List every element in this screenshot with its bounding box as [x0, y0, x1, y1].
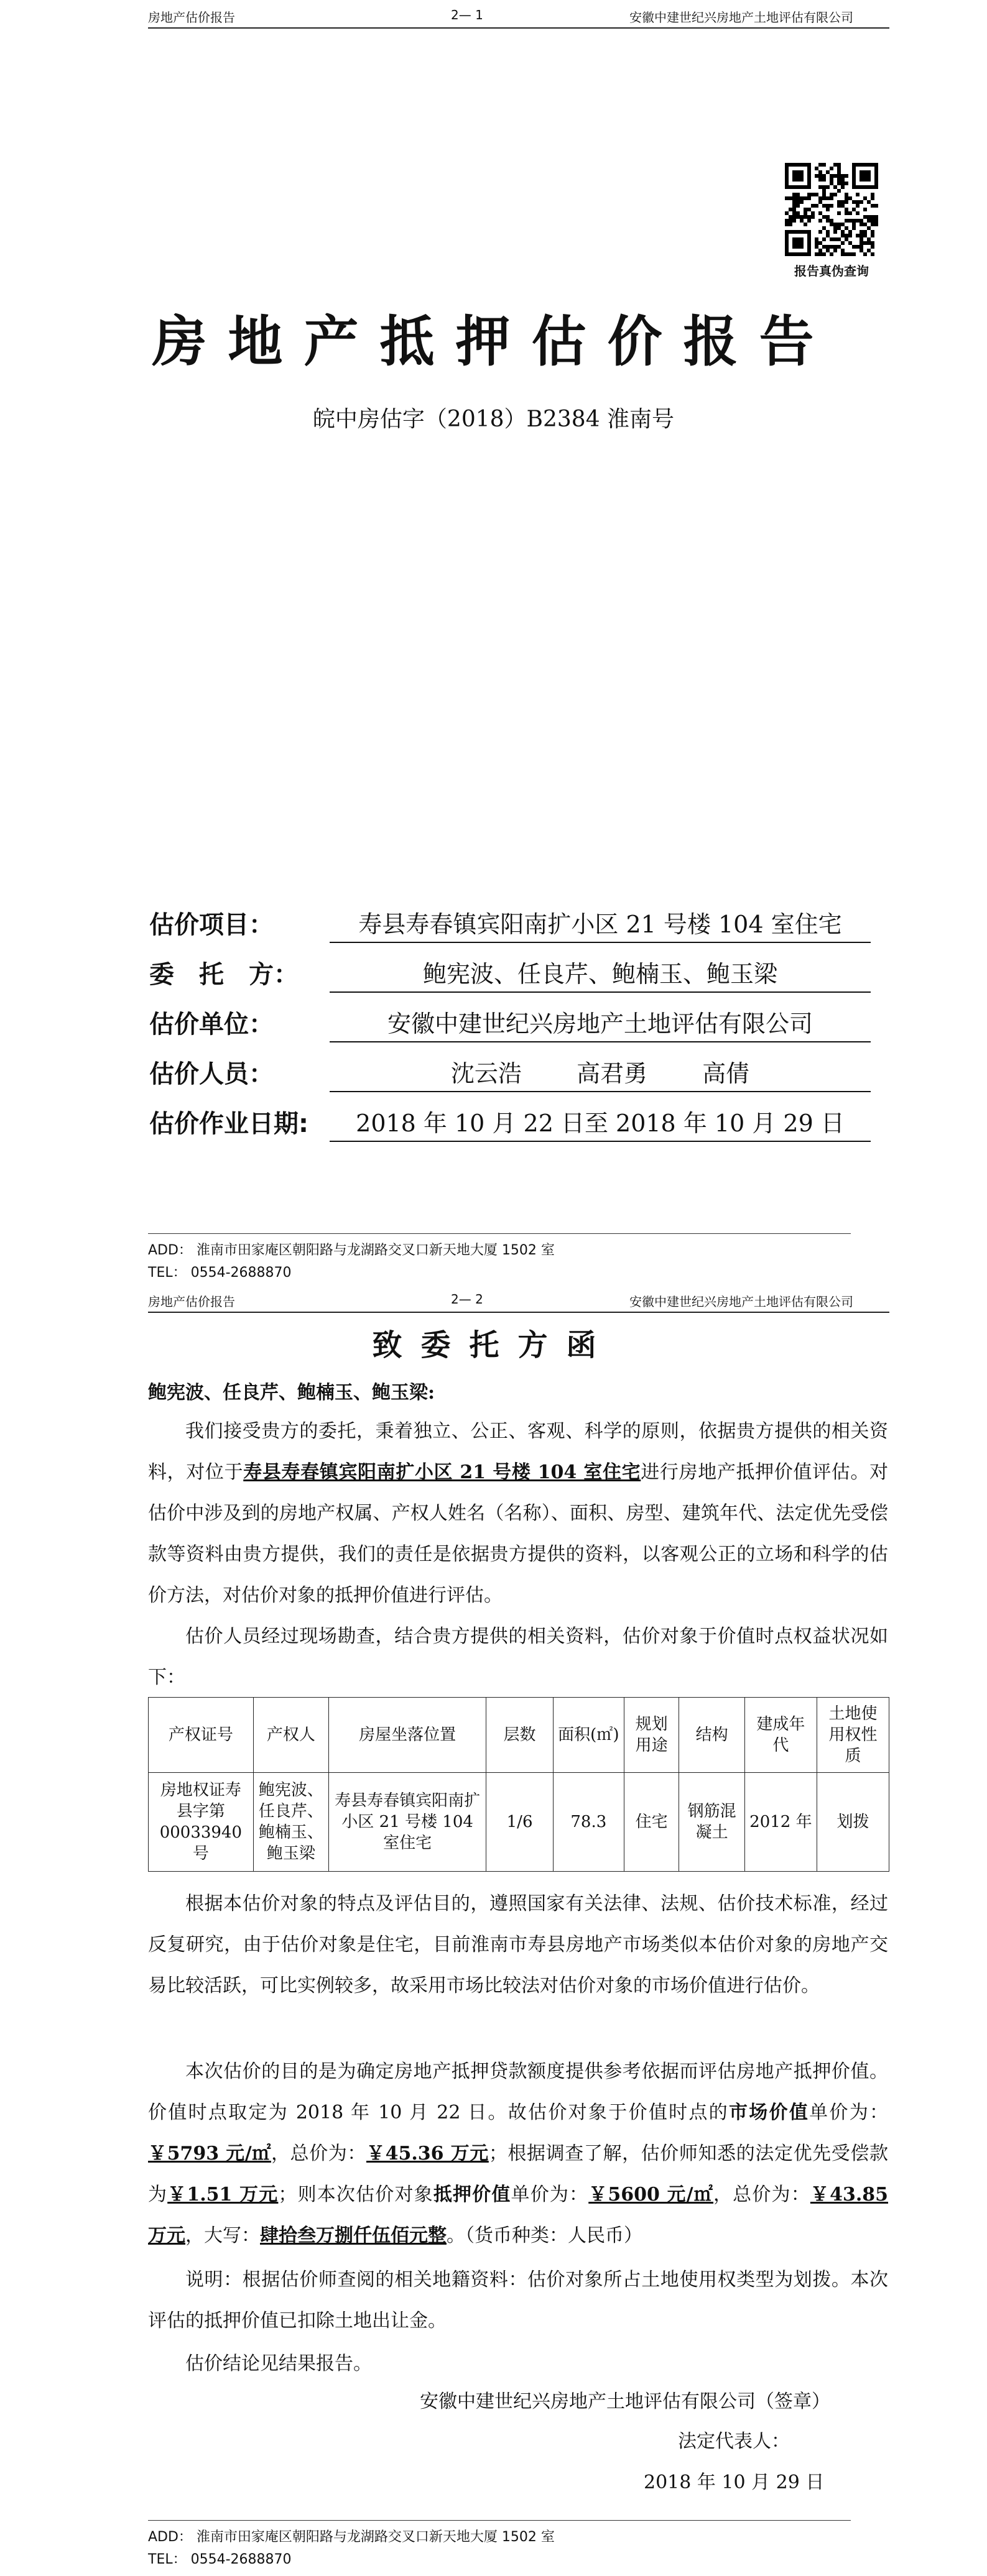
signature-company: 安徽中建世纪兴房地产土地评估有限公司（签章） — [420, 2391, 830, 2413]
mortgage-total-price: ￥43.85 万元 — [148, 2184, 889, 2247]
info-row-appraiser-org — [149, 1000, 896, 1043]
text-run: ；根据调查了解，估价师知悉的法定优先受偿款为 — [148, 2143, 889, 2206]
info-value: 鲍宪波、任良芹、鲍楠玉、鲍玉梁 — [330, 955, 871, 993]
table-cell: 鲍宪波、任良芹、鲍楠玉、鲍玉梁 — [253, 1773, 328, 1872]
page1-header-left: 房地产估价报告 — [148, 10, 235, 25]
info-value: 沈云浩 高君勇 高倩 — [330, 1054, 871, 1092]
table-cell: 2012 年 — [744, 1773, 817, 1872]
paragraph-valuation — [148, 2051, 888, 2256]
property-address: 寿县寿春镇宾阳南扩小区 21 号楼 104 室住宅 — [243, 1461, 641, 1483]
report-title: 房地产抵押估价报告 — [152, 309, 835, 374]
text-run: 进行房地产抵押价值评估。对估价中涉及到的房地产权属、产权人姓名（名称）、面积、房型、建筑年代、法定优先受偿款等资料由贵方提供，我们的责任是依据贵方提供的资料，以客观公正的立场和科学的估价方法，对估价对象的抵押价值进行评估。 — [148, 1461, 889, 1606]
table-cell: 划拨 — [817, 1773, 889, 1872]
table-header-cell: 结构 — [679, 1698, 744, 1773]
table-header-cell: 规划用途 — [624, 1698, 679, 1773]
page2-header-left: 房地产估价报告 — [148, 1294, 235, 1309]
table-cell: 房地权证寿县字第 00033940 号 — [149, 1773, 254, 1872]
info-row-appraisers — [149, 1049, 896, 1093]
qr-caption: 报告真伪查询 — [794, 264, 869, 278]
market-total-price: ￥45.36 万元 — [366, 2143, 489, 2164]
mortgage-value-label: 抵押价值 — [433, 2184, 511, 2206]
paragraph-method: 根据本估价对象的特点及评估目的，遵照国家有关法律、法规、估价技术标准，经过反复研究，由于估价对象是住宅，目前淮南市寿县房地产市场类似本估价对象的房地产交易比较活跃，可比实例较多，故采用市场比较法对估价对象的市场价值进行估价。 — [148, 1893, 888, 1997]
page2-header-page: 2— 2 — [451, 1292, 483, 1307]
info-row-client — [149, 950, 896, 993]
info-label: 估价作业日期: — [149, 1110, 308, 1138]
paragraph-note: 说明：根据估价师查阅的相关地籍资料：估价对象所占土地使用权类型为划拨。本次评估的抵押价值已扣除土地出让金。 — [148, 2269, 888, 2332]
page1-footer-rule — [148, 1233, 851, 1234]
text-run: ，总价为： — [713, 2184, 810, 2206]
text-run: 单价为： — [809, 2102, 889, 2123]
table-cell: 78.3 — [553, 1773, 624, 1872]
paragraph-status: 估价人员经过现场勘查，结合贵方提供的相关资料，估价对象于价值时点权益状况如下： — [148, 1626, 888, 1688]
table-header-row — [149, 1698, 889, 1773]
info-label: 估价项目： — [149, 911, 274, 939]
table-header-cell: 面积(㎡) — [553, 1698, 624, 1773]
text-run: 本次估价的目的是为确定房地产抵押贷款额度提供参考依据而评估房地产抵押价值。价值时点取定为 2018 年 10 月 22 日。故估价对象于价值时点的 — [148, 2061, 888, 2123]
info-label: 估价人员： — [149, 1060, 274, 1088]
letter-title: 致委托方函 — [372, 1328, 615, 1363]
table-header-cell: 产权证号 — [149, 1698, 254, 1773]
info-row-project — [149, 900, 896, 944]
page2-footer-tel: TEL： 0554-2688870 — [148, 2552, 292, 2567]
property-table — [148, 1697, 889, 1872]
text-run: 。（货币种类：人民币） — [447, 2225, 642, 2247]
info-value: 寿县寿春镇宾阳南扩小区 21 号楼 104 室住宅 — [330, 905, 871, 943]
info-value: 安徽中建世纪兴房地产土地评估有限公司 — [330, 1005, 871, 1042]
mortgage-unit-price: ￥5600 元/㎡ — [588, 2184, 713, 2206]
mortgage-total-upper: 肆拾叁万捌仟伍佰元整 — [260, 2225, 447, 2247]
info-label: 估价单位： — [149, 1010, 274, 1039]
table-row — [149, 1773, 889, 1872]
text-run: ，总价为： — [271, 2143, 366, 2164]
market-unit-price: ￥5793 元/㎡ — [148, 2143, 271, 2164]
table-cell: 住宅 — [624, 1773, 679, 1872]
page1-header-right: 安徽中建世纪兴房地产土地评估有限公司 — [629, 10, 853, 25]
info-label: 委 托 方： — [149, 960, 299, 989]
table-header-cell: 房屋坐落位置 — [329, 1698, 486, 1773]
signature-date: 2018 年 10 月 29 日 — [644, 2472, 825, 2493]
table-cell: 1/6 — [486, 1773, 554, 1872]
text-run: ，大写： — [185, 2225, 260, 2247]
page2-header-right: 安徽中建世纪兴房地产土地评估有限公司 — [629, 1294, 853, 1309]
text-run: 单价为： — [511, 2184, 589, 2206]
table-header-cell: 建成年代 — [744, 1698, 817, 1773]
qr-code-icon — [785, 163, 878, 256]
page2-header-rule — [148, 1312, 889, 1313]
table-cell: 寿县寿春镇宾阳南扩小区 21 号楼 104 室住宅 — [329, 1773, 486, 1872]
info-value: 2018 年 10 月 22 日至 2018 年 10 月 29 日 — [330, 1104, 871, 1142]
page1-footer-tel: TEL： 0554-2688870 — [148, 1265, 292, 1281]
page1-footer-address: ADD： 淮南市田家庵区朝阳路与龙湖路交叉口新天地大厦 1502 室 — [148, 1243, 555, 1258]
document-number: 皖中房估字（2018）B2384 淮南号 — [312, 407, 675, 432]
priority-payment: ￥1.51 万元 — [167, 2184, 279, 2206]
table-header-cell: 土地使用权性质 — [817, 1698, 889, 1773]
table-cell: 钢筋混凝土 — [679, 1773, 744, 1872]
info-row-work-date — [149, 1099, 896, 1143]
page2-footer-address: ADD： 淮南市田家庵区朝阳路与龙湖路交叉口新天地大厦 1502 室 — [148, 2529, 555, 2545]
market-value-label: 市场价值 — [728, 2102, 810, 2123]
paragraph-intro — [148, 1411, 888, 1616]
text-run: ；则本次估价对象 — [278, 2184, 433, 2206]
paragraph-conclusion: 估价结论见结果报告。 — [185, 2353, 372, 2375]
page1-header-page: 2— 1 — [451, 7, 483, 22]
table-header-cell: 产权人 — [253, 1698, 328, 1773]
page1-header-rule — [148, 27, 889, 29]
page2-footer-rule — [148, 2520, 851, 2521]
table-header-cell: 层数 — [486, 1698, 554, 1773]
letter-salutation: 鲍宪波、任良芹、鲍楠玉、鲍玉梁: — [148, 1382, 435, 1404]
text-run: 我们接受贵方的委托，秉着独立、公正、客观、科学的原则，依据贵方提供的相关资料，对位于 — [148, 1420, 888, 1483]
signature-representative: 法定代表人： — [678, 2431, 790, 2452]
